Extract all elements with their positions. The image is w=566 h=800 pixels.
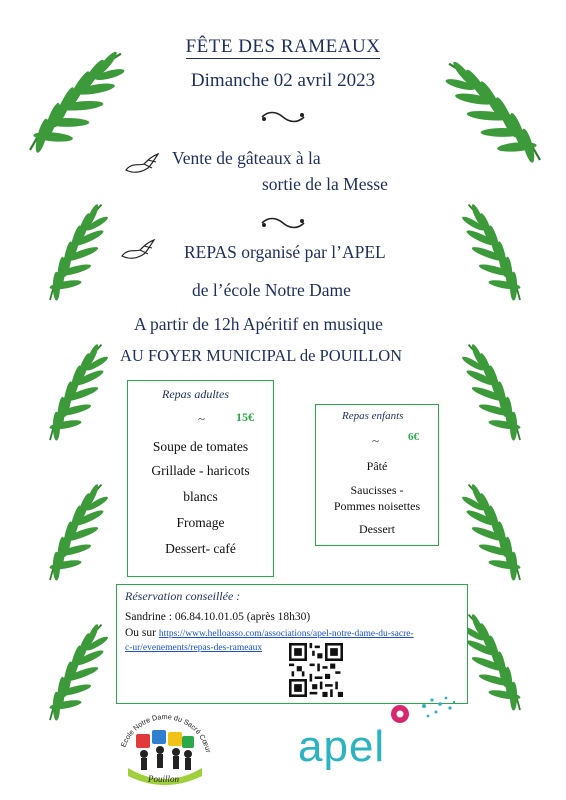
menu-adultes-item: blancs [183,489,218,504]
menu-adultes-heading: Repas adultes [162,387,229,401]
menu-enfants-heading: Repas enfants [342,410,404,422]
helloasso-link[interactable]: https://www.helloasso.com/associations/apel-notre-dame-du-sacre- [158,629,414,639]
ornament-swirl-icon [258,216,308,230]
dove-icon [122,152,162,178]
vente-line-1: Vente de gâteaux à la [172,148,321,168]
school-arc-text: Ecole Notre Dame du Sacré Cœur [118,712,214,754]
school-logo [110,690,220,790]
menu-adultes-tilde: ~ [198,411,206,426]
reservation-link-row [125,627,414,639]
apel-dandelion-icon [380,690,460,750]
reservation-heading: Réservation conseillée : [125,589,241,603]
ornament-swirl-icon [258,110,308,124]
event-date: Dimanche 02 avril 2023 [190,70,376,91]
menu-enfants-item: Pâté [366,459,388,473]
reservation-box [116,584,468,704]
repas-line-2: de l’école Notre Dame [192,280,351,300]
menu-adultes-item: Soupe de tomates [152,439,249,454]
menu-enfants-item: Saucisses - [350,483,404,497]
menu-enfants-item: Dessert [359,522,395,536]
school-name: Pouillon [148,774,179,784]
menu-adultes-item: Dessert- café [165,541,236,556]
menu-enfants-price: 6€ [408,431,419,443]
dove-icon [118,238,158,264]
menu-adultes-box [127,380,274,577]
menu-enfants-box [315,404,439,546]
menu-enfants-item: Pommes noisettes [333,499,421,513]
reservation-contact: Sandrine : 06.84.10.01.05 (après 18h30) [125,611,311,623]
repas-line-3: A partir de 12h Apéritif en musique [134,314,383,334]
vente-line-2: sortie de la Messe [262,174,388,194]
menu-adultes-item: Fromage [176,515,225,530]
page-title: FÊTE DES RAMEAUX [185,36,381,57]
qr-code-icon [289,643,343,697]
repas-line-1: REPAS organisé par l’APEL [184,242,386,262]
reservation-link-row-2 [125,641,262,653]
repas-line-4: AU FOYER MUNICIPAL de POUILLON [120,346,403,365]
menu-enfants-tilde: ~ [372,433,380,448]
menu-adultes-item: Grillade - haricots [151,463,250,478]
apel-logo-text: apel [298,722,386,771]
helloasso-link-continued[interactable]: c-ur/evenements/repas-des-rameaux [125,643,263,653]
menu-adultes-price: 15€ [236,410,254,424]
reservation-link-prefix: Ou sur [125,627,159,639]
